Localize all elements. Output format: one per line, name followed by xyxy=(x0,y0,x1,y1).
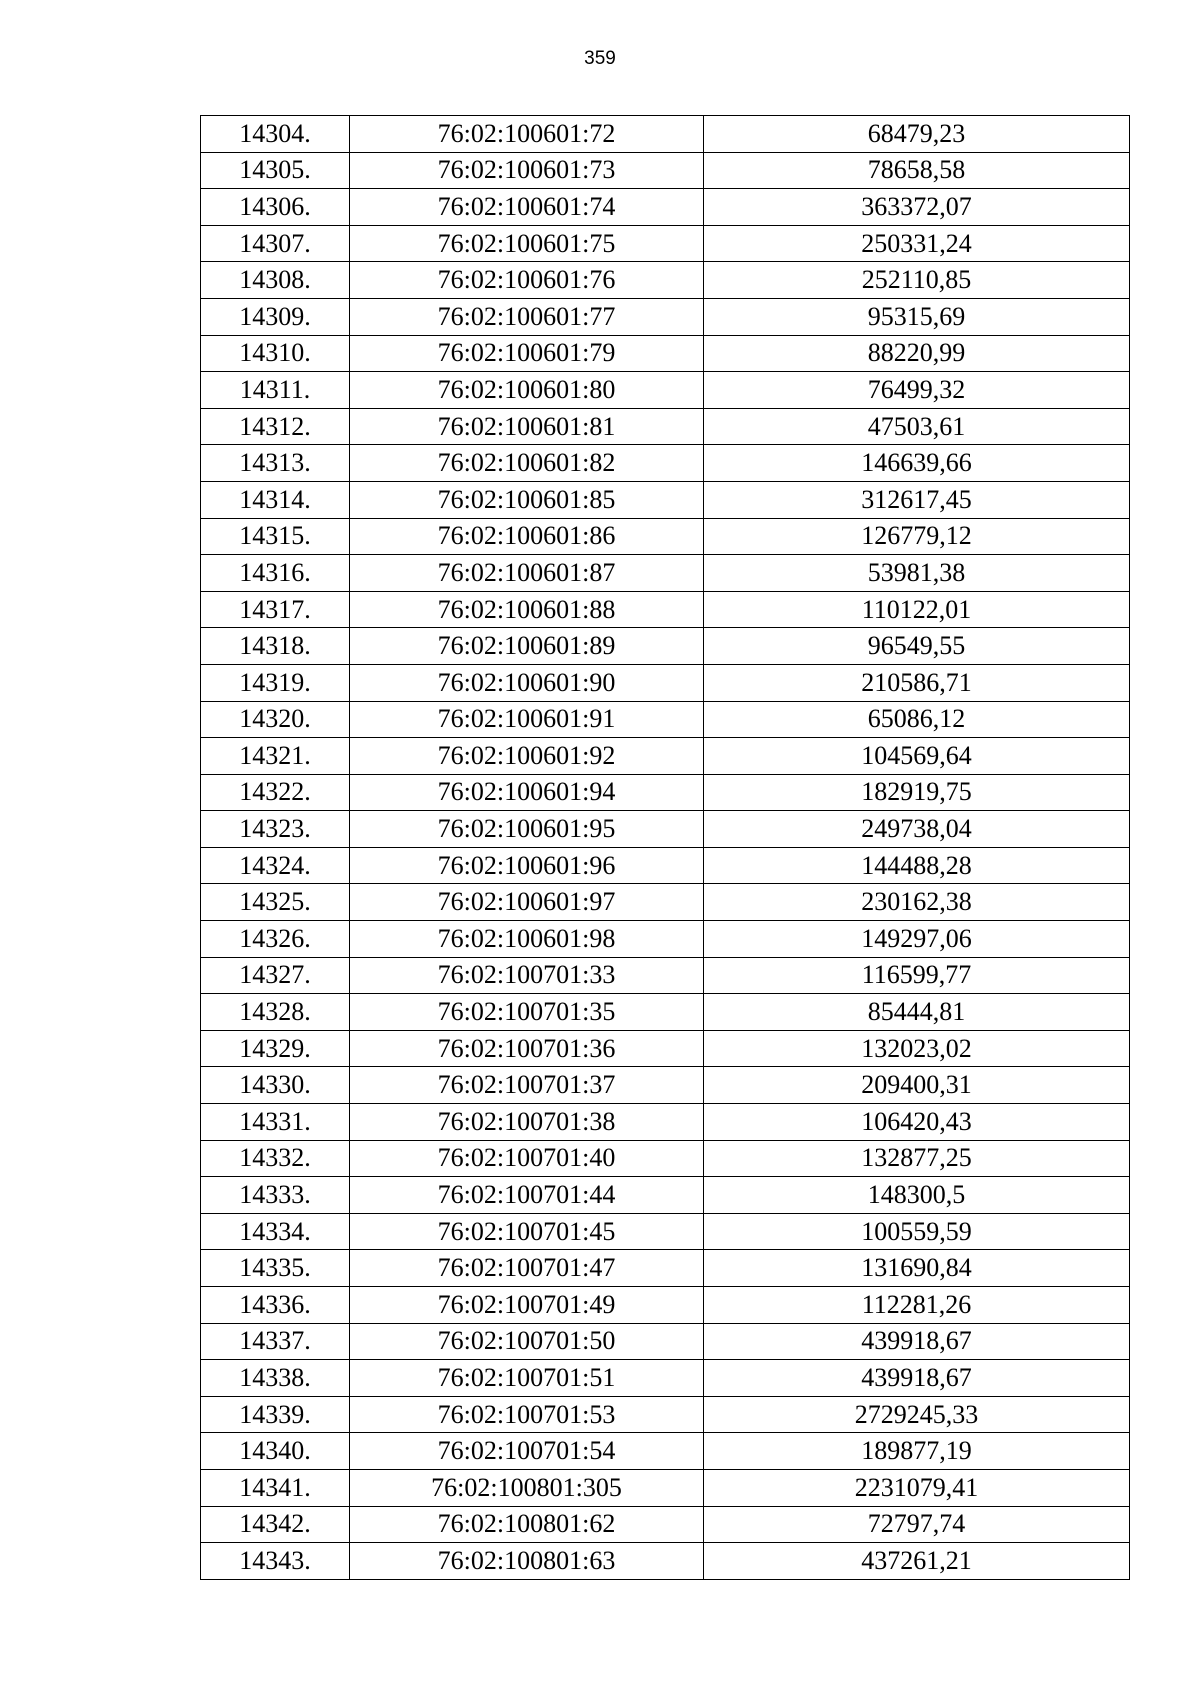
row-number-cell: 14320. xyxy=(201,701,350,738)
value-cell: 78658,58 xyxy=(704,152,1130,189)
cadastral-number-cell: 76:02:100601:82 xyxy=(350,445,704,482)
table-row xyxy=(201,262,1130,299)
row-number-cell: 14317. xyxy=(201,591,350,628)
cadastral-number-cell: 76:02:100601:91 xyxy=(350,701,704,738)
value-cell: 209400,31 xyxy=(704,1067,1130,1104)
cadastral-number-cell: 76:02:100701:38 xyxy=(350,1104,704,1141)
value-cell: 53981,38 xyxy=(704,555,1130,592)
row-number-cell: 14305. xyxy=(201,152,350,189)
row-number-cell: 14328. xyxy=(201,994,350,1031)
value-cell: 68479,23 xyxy=(704,116,1130,153)
cadastral-number-cell: 76:02:100601:77 xyxy=(350,298,704,335)
cadastral-number-cell: 76:02:100701:50 xyxy=(350,1323,704,1360)
value-cell: 76499,32 xyxy=(704,372,1130,409)
cadastral-number-cell: 76:02:100701:49 xyxy=(350,1287,704,1324)
value-cell: 363372,07 xyxy=(704,189,1130,226)
row-number-cell: 14304. xyxy=(201,116,350,153)
table-row xyxy=(201,1177,1130,1214)
table-row xyxy=(201,774,1130,811)
cadastral-number-cell: 76:02:100601:89 xyxy=(350,628,704,665)
row-number-cell: 14332. xyxy=(201,1140,350,1177)
row-number-cell: 14321. xyxy=(201,738,350,775)
cadastral-number-cell: 76:02:100601:94 xyxy=(350,774,704,811)
row-number-cell: 14314. xyxy=(201,481,350,518)
table-row xyxy=(201,847,1130,884)
table-row xyxy=(201,555,1130,592)
row-number-cell: 14312. xyxy=(201,408,350,445)
table-row xyxy=(201,1287,1130,1324)
cadastral-number-cell: 76:02:100601:97 xyxy=(350,884,704,921)
page-number: 359 xyxy=(584,48,616,69)
cadastral-number-cell: 76:02:100701:51 xyxy=(350,1360,704,1397)
table-row xyxy=(201,921,1130,958)
value-cell: 249738,04 xyxy=(704,811,1130,848)
cadastral-number-cell: 76:02:100701:53 xyxy=(350,1396,704,1433)
cadastral-number-cell: 76:02:100601:98 xyxy=(350,921,704,958)
table-row xyxy=(201,1469,1130,1506)
value-cell: 210586,71 xyxy=(704,664,1130,701)
value-cell: 88220,99 xyxy=(704,335,1130,372)
row-number-cell: 14343. xyxy=(201,1543,350,1580)
table-row xyxy=(201,1213,1130,1250)
table-row xyxy=(201,811,1130,848)
row-number-cell: 14324. xyxy=(201,847,350,884)
table-row xyxy=(201,1030,1130,1067)
row-number-cell: 14308. xyxy=(201,262,350,299)
table-row xyxy=(201,1140,1130,1177)
value-cell: 437261,21 xyxy=(704,1543,1130,1580)
table-row xyxy=(201,1396,1130,1433)
row-number-cell: 14307. xyxy=(201,225,350,262)
row-number-cell: 14309. xyxy=(201,298,350,335)
value-cell: 131690,84 xyxy=(704,1250,1130,1287)
value-cell: 132877,25 xyxy=(704,1140,1130,1177)
cadastral-number-cell: 76:02:100601:72 xyxy=(350,116,704,153)
row-number-cell: 14339. xyxy=(201,1396,350,1433)
value-cell: 85444,81 xyxy=(704,994,1130,1031)
cadastral-number-cell: 76:02:100601:80 xyxy=(350,372,704,409)
value-cell: 2729245,33 xyxy=(704,1396,1130,1433)
row-number-cell: 14310. xyxy=(201,335,350,372)
row-number-cell: 14326. xyxy=(201,921,350,958)
cadastral-number-cell: 76:02:100701:40 xyxy=(350,1140,704,1177)
row-number-cell: 14329. xyxy=(201,1030,350,1067)
value-cell: 132023,02 xyxy=(704,1030,1130,1067)
row-number-cell: 14342. xyxy=(201,1506,350,1543)
table-row xyxy=(201,372,1130,409)
cadastral-number-cell: 76:02:100601:92 xyxy=(350,738,704,775)
table-row xyxy=(201,116,1130,153)
value-cell: 96549,55 xyxy=(704,628,1130,665)
cadastral-number-cell: 76:02:100601:85 xyxy=(350,481,704,518)
row-number-cell: 14337. xyxy=(201,1323,350,1360)
table-row xyxy=(201,738,1130,775)
value-cell: 312617,45 xyxy=(704,481,1130,518)
value-cell: 439918,67 xyxy=(704,1360,1130,1397)
value-cell: 100559,59 xyxy=(704,1213,1130,1250)
cadastral-number-cell: 76:02:100601:90 xyxy=(350,664,704,701)
table-row xyxy=(201,518,1130,555)
table-row xyxy=(201,884,1130,921)
row-number-cell: 14323. xyxy=(201,811,350,848)
cadastral-number-cell: 76:02:100601:75 xyxy=(350,225,704,262)
row-number-cell: 14333. xyxy=(201,1177,350,1214)
value-cell: 110122,01 xyxy=(704,591,1130,628)
table-row xyxy=(201,225,1130,262)
row-number-cell: 14335. xyxy=(201,1250,350,1287)
table-row xyxy=(201,994,1130,1031)
row-number-cell: 14334. xyxy=(201,1213,350,1250)
cadastral-number-cell: 76:02:100601:74 xyxy=(350,189,704,226)
row-number-cell: 14316. xyxy=(201,555,350,592)
value-cell: 144488,28 xyxy=(704,847,1130,884)
table-row xyxy=(201,664,1130,701)
table-row xyxy=(201,1067,1130,1104)
value-cell: 252110,85 xyxy=(704,262,1130,299)
row-number-cell: 14325. xyxy=(201,884,350,921)
row-number-cell: 14319. xyxy=(201,664,350,701)
value-cell: 47503,61 xyxy=(704,408,1130,445)
row-number-cell: 14313. xyxy=(201,445,350,482)
table-row xyxy=(201,1104,1130,1141)
cadastral-number-cell: 76:02:100801:62 xyxy=(350,1506,704,1543)
table-row xyxy=(201,445,1130,482)
cadastral-number-cell: 76:02:100701:33 xyxy=(350,957,704,994)
cadastral-number-cell: 76:02:100601:88 xyxy=(350,591,704,628)
value-cell: 148300,5 xyxy=(704,1177,1130,1214)
row-number-cell: 14341. xyxy=(201,1469,350,1506)
cadastral-number-cell: 76:02:100601:95 xyxy=(350,811,704,848)
cadastral-number-cell: 76:02:100601:76 xyxy=(350,262,704,299)
row-number-cell: 14318. xyxy=(201,628,350,665)
value-cell: 106420,43 xyxy=(704,1104,1130,1141)
table-row xyxy=(201,298,1130,335)
table-row xyxy=(201,481,1130,518)
cadastral-number-cell: 76:02:100701:36 xyxy=(350,1030,704,1067)
value-cell: 104569,64 xyxy=(704,738,1130,775)
value-cell: 72797,74 xyxy=(704,1506,1130,1543)
cadastral-number-cell: 76:02:100701:54 xyxy=(350,1433,704,1470)
row-number-cell: 14322. xyxy=(201,774,350,811)
row-number-cell: 14315. xyxy=(201,518,350,555)
cadastral-number-cell: 76:02:100701:35 xyxy=(350,994,704,1031)
table-row xyxy=(201,1323,1130,1360)
cadastral-number-cell: 76:02:100601:87 xyxy=(350,555,704,592)
row-number-cell: 14330. xyxy=(201,1067,350,1104)
value-cell: 182919,75 xyxy=(704,774,1130,811)
table-row xyxy=(201,1543,1130,1580)
value-cell: 189877,19 xyxy=(704,1433,1130,1470)
value-cell: 146639,66 xyxy=(704,445,1130,482)
value-cell: 65086,12 xyxy=(704,701,1130,738)
row-number-cell: 14340. xyxy=(201,1433,350,1470)
table-row xyxy=(201,1506,1130,1543)
row-number-cell: 14306. xyxy=(201,189,350,226)
value-cell: 112281,26 xyxy=(704,1287,1130,1324)
cadastral-number-cell: 76:02:100701:47 xyxy=(350,1250,704,1287)
value-cell: 250331,24 xyxy=(704,225,1130,262)
cadastral-number-cell: 76:02:100601:81 xyxy=(350,408,704,445)
value-cell: 95315,69 xyxy=(704,298,1130,335)
cadastral-number-cell: 76:02:100601:79 xyxy=(350,335,704,372)
table-row xyxy=(201,1250,1130,1287)
cadastral-number-cell: 76:02:100801:305 xyxy=(350,1469,704,1506)
table-row xyxy=(201,1360,1130,1397)
cadastral-number-cell: 76:02:100701:37 xyxy=(350,1067,704,1104)
row-number-cell: 14327. xyxy=(201,957,350,994)
row-number-cell: 14331. xyxy=(201,1104,350,1141)
table-row xyxy=(201,408,1130,445)
table-row xyxy=(201,591,1130,628)
value-cell: 116599,77 xyxy=(704,957,1130,994)
cadastral-number-cell: 76:02:100801:63 xyxy=(350,1543,704,1580)
cadastral-number-cell: 76:02:100701:44 xyxy=(350,1177,704,1214)
table-row xyxy=(201,1433,1130,1470)
row-number-cell: 14338. xyxy=(201,1360,350,1397)
cadastral-number-cell: 76:02:100601:86 xyxy=(350,518,704,555)
table-row xyxy=(201,189,1130,226)
table-row xyxy=(201,335,1130,372)
cadastral-number-cell: 76:02:100701:45 xyxy=(350,1213,704,1250)
table-body xyxy=(201,116,1130,1580)
table-row xyxy=(201,152,1130,189)
table-row xyxy=(201,957,1130,994)
value-cell: 2231079,41 xyxy=(704,1469,1130,1506)
value-cell: 149297,06 xyxy=(704,921,1130,958)
cadastral-number-cell: 76:02:100601:73 xyxy=(350,152,704,189)
value-cell: 439918,67 xyxy=(704,1323,1130,1360)
cadastral-number-cell: 76:02:100601:96 xyxy=(350,847,704,884)
row-number-cell: 14311. xyxy=(201,372,350,409)
row-number-cell: 14336. xyxy=(201,1287,350,1324)
value-cell: 230162,38 xyxy=(704,884,1130,921)
cadastral-value-table xyxy=(200,115,1130,1580)
table-row xyxy=(201,701,1130,738)
table-row xyxy=(201,628,1130,665)
value-cell: 126779,12 xyxy=(704,518,1130,555)
